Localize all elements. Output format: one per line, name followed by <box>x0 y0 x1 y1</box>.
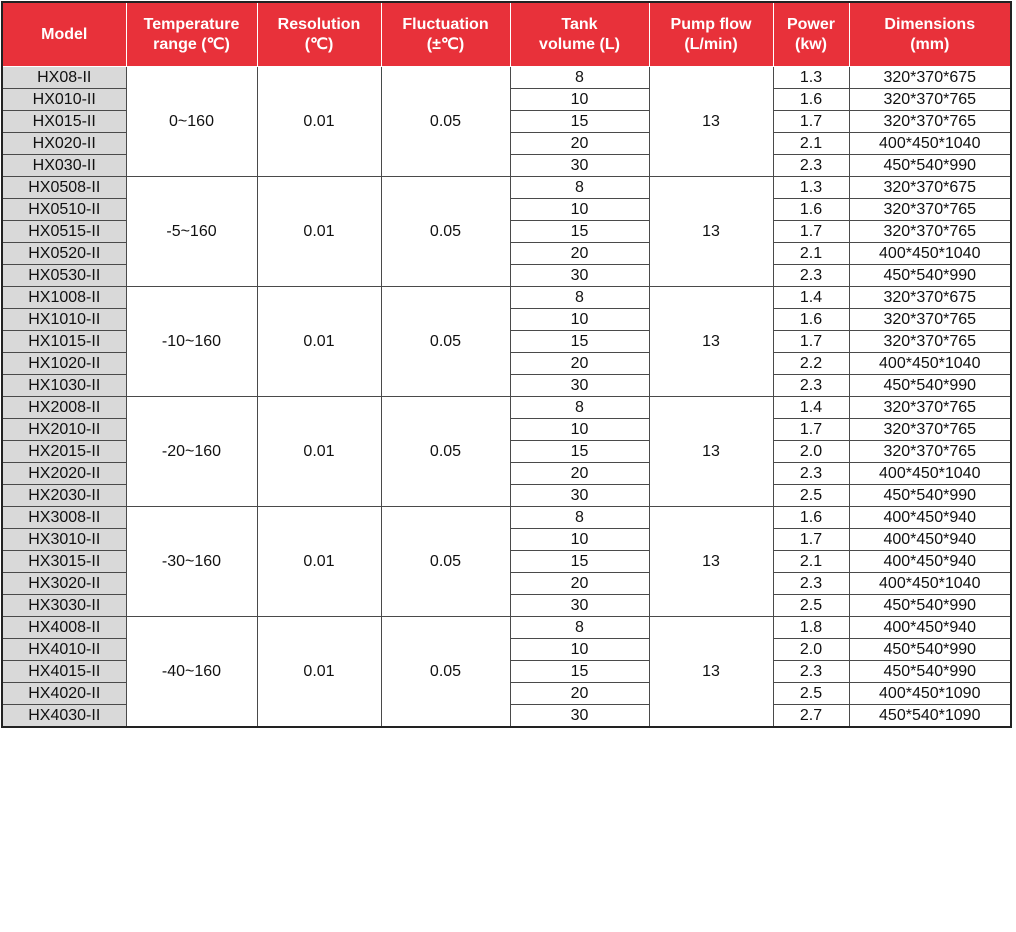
header-power: Power (kw) <box>773 2 849 67</box>
model-cell: HX2010-II <box>2 419 126 441</box>
tank-volume-cell: 10 <box>510 89 649 111</box>
temperature-range-cell: -10~160 <box>126 287 257 397</box>
table-body <box>2 67 1011 728</box>
model-cell: HX1020-II <box>2 353 126 375</box>
tank-volume-cell: 30 <box>510 155 649 177</box>
dimensions-cell: 400*450*1040 <box>849 243 1011 265</box>
header-pump-flow: Pump flow (L/min) <box>649 2 773 67</box>
dimensions-cell: 320*370*765 <box>849 199 1011 221</box>
dimensions-cell: 320*370*765 <box>849 397 1011 419</box>
dimensions-cell: 320*370*765 <box>849 111 1011 133</box>
header-temperature-range: Temperature range (℃) <box>126 2 257 67</box>
dimensions-cell: 450*540*990 <box>849 265 1011 287</box>
power-cell: 1.6 <box>773 89 849 111</box>
model-cell: HX020-II <box>2 133 126 155</box>
header-fluctuation: Fluctuation (±℃) <box>381 2 510 67</box>
tank-volume-cell: 30 <box>510 265 649 287</box>
dimensions-cell: 400*450*940 <box>849 529 1011 551</box>
tank-volume-cell: 10 <box>510 309 649 331</box>
tank-volume-cell: 20 <box>510 243 649 265</box>
power-cell: 1.3 <box>773 177 849 199</box>
model-cell: HX2008-II <box>2 397 126 419</box>
model-cell: HX4008-II <box>2 617 126 639</box>
power-cell: 2.3 <box>773 661 849 683</box>
pump-flow-cell: 13 <box>649 287 773 397</box>
model-cell: HX3030-II <box>2 595 126 617</box>
model-cell: HX3015-II <box>2 551 126 573</box>
dimensions-cell: 450*540*990 <box>849 639 1011 661</box>
model-cell: HX2020-II <box>2 463 126 485</box>
power-cell: 2.1 <box>773 243 849 265</box>
dimensions-cell: 450*540*990 <box>849 595 1011 617</box>
dimensions-cell: 400*450*940 <box>849 507 1011 529</box>
pump-flow-cell: 13 <box>649 67 773 177</box>
model-cell: HX0508-II <box>2 177 126 199</box>
dimensions-cell: 450*540*990 <box>849 375 1011 397</box>
tank-volume-cell: 10 <box>510 199 649 221</box>
tank-volume-cell: 15 <box>510 441 649 463</box>
dimensions-cell: 320*370*765 <box>849 331 1011 353</box>
header-model: Model <box>2 2 126 67</box>
model-cell: HX1015-II <box>2 331 126 353</box>
table-row <box>2 397 1011 419</box>
tank-volume-cell: 30 <box>510 485 649 507</box>
power-cell: 2.5 <box>773 485 849 507</box>
model-cell: HX0515-II <box>2 221 126 243</box>
power-cell: 2.3 <box>773 375 849 397</box>
header-tank-volume: Tank volume (L) <box>510 2 649 67</box>
power-cell: 1.7 <box>773 529 849 551</box>
power-cell: 2.3 <box>773 463 849 485</box>
tank-volume-cell: 8 <box>510 177 649 199</box>
tank-volume-cell: 20 <box>510 353 649 375</box>
power-cell: 1.6 <box>773 507 849 529</box>
tank-volume-cell: 20 <box>510 463 649 485</box>
dimensions-cell: 400*450*1040 <box>849 573 1011 595</box>
power-cell: 2.5 <box>773 595 849 617</box>
pump-flow-cell: 13 <box>649 397 773 507</box>
fluctuation-cell: 0.05 <box>381 287 510 397</box>
tank-volume-cell: 30 <box>510 375 649 397</box>
temperature-range-cell: -20~160 <box>126 397 257 507</box>
model-cell: HX08-II <box>2 67 126 89</box>
header-dimensions: Dimensions (mm) <box>849 2 1011 67</box>
model-cell: HX0530-II <box>2 265 126 287</box>
tank-volume-cell: 8 <box>510 507 649 529</box>
dimensions-cell: 320*370*675 <box>849 177 1011 199</box>
model-cell: HX1008-II <box>2 287 126 309</box>
temperature-range-cell: -40~160 <box>126 617 257 728</box>
header-resolution: Resolution (℃) <box>257 2 381 67</box>
power-cell: 1.7 <box>773 419 849 441</box>
table-row <box>2 507 1011 529</box>
resolution-cell: 0.01 <box>257 177 381 287</box>
power-cell: 1.7 <box>773 221 849 243</box>
spec-table <box>1 1 1012 728</box>
power-cell: 2.7 <box>773 705 849 728</box>
fluctuation-cell: 0.05 <box>381 617 510 728</box>
resolution-cell: 0.01 <box>257 287 381 397</box>
tank-volume-cell: 8 <box>510 397 649 419</box>
fluctuation-cell: 0.05 <box>381 507 510 617</box>
resolution-cell: 0.01 <box>257 67 381 177</box>
power-cell: 1.8 <box>773 617 849 639</box>
resolution-cell: 0.01 <box>257 507 381 617</box>
table-row <box>2 287 1011 309</box>
power-cell: 2.3 <box>773 265 849 287</box>
dimensions-cell: 400*450*940 <box>849 617 1011 639</box>
power-cell: 1.4 <box>773 287 849 309</box>
dimensions-cell: 320*370*765 <box>849 221 1011 243</box>
dimensions-cell: 450*540*1090 <box>849 705 1011 728</box>
fluctuation-cell: 0.05 <box>381 177 510 287</box>
tank-volume-cell: 30 <box>510 705 649 728</box>
tank-volume-cell: 8 <box>510 67 649 89</box>
pump-flow-cell: 13 <box>649 177 773 287</box>
power-cell: 1.3 <box>773 67 849 89</box>
table-row <box>2 617 1011 639</box>
tank-volume-cell: 20 <box>510 683 649 705</box>
model-cell: HX030-II <box>2 155 126 177</box>
model-cell: HX2030-II <box>2 485 126 507</box>
tank-volume-cell: 30 <box>510 595 649 617</box>
dimensions-cell: 400*450*940 <box>849 551 1011 573</box>
dimensions-cell: 400*450*1090 <box>849 683 1011 705</box>
model-cell: HX4015-II <box>2 661 126 683</box>
model-cell: HX3010-II <box>2 529 126 551</box>
power-cell: 2.5 <box>773 683 849 705</box>
pump-flow-cell: 13 <box>649 617 773 728</box>
model-cell: HX0520-II <box>2 243 126 265</box>
tank-volume-cell: 15 <box>510 661 649 683</box>
model-cell: HX2015-II <box>2 441 126 463</box>
fluctuation-cell: 0.05 <box>381 67 510 177</box>
dimensions-cell: 320*370*765 <box>849 89 1011 111</box>
tank-volume-cell: 10 <box>510 419 649 441</box>
power-cell: 1.6 <box>773 309 849 331</box>
dimensions-cell: 450*540*990 <box>849 155 1011 177</box>
dimensions-cell: 320*370*675 <box>849 287 1011 309</box>
model-cell: HX0510-II <box>2 199 126 221</box>
dimensions-cell: 320*370*765 <box>849 419 1011 441</box>
tank-volume-cell: 20 <box>510 573 649 595</box>
dimensions-cell: 320*370*675 <box>849 67 1011 89</box>
model-cell: HX3008-II <box>2 507 126 529</box>
table-row <box>2 67 1011 89</box>
dimensions-cell: 400*450*1040 <box>849 463 1011 485</box>
power-cell: 2.2 <box>773 353 849 375</box>
dimensions-cell: 400*450*1040 <box>849 133 1011 155</box>
model-cell: HX010-II <box>2 89 126 111</box>
dimensions-cell: 450*540*990 <box>849 485 1011 507</box>
power-cell: 1.7 <box>773 331 849 353</box>
tank-volume-cell: 15 <box>510 331 649 353</box>
tank-volume-cell: 15 <box>510 111 649 133</box>
model-cell: HX4010-II <box>2 639 126 661</box>
temperature-range-cell: -30~160 <box>126 507 257 617</box>
model-cell: HX1030-II <box>2 375 126 397</box>
fluctuation-cell: 0.05 <box>381 397 510 507</box>
tank-volume-cell: 15 <box>510 221 649 243</box>
power-cell: 2.1 <box>773 133 849 155</box>
tank-volume-cell: 20 <box>510 133 649 155</box>
pump-flow-cell: 13 <box>649 507 773 617</box>
dimensions-cell: 450*540*990 <box>849 661 1011 683</box>
model-cell: HX1010-II <box>2 309 126 331</box>
header-row <box>2 2 1011 67</box>
power-cell: 1.7 <box>773 111 849 133</box>
temperature-range-cell: -5~160 <box>126 177 257 287</box>
model-cell: HX015-II <box>2 111 126 133</box>
power-cell: 2.3 <box>773 155 849 177</box>
power-cell: 2.1 <box>773 551 849 573</box>
power-cell: 2.0 <box>773 639 849 661</box>
resolution-cell: 0.01 <box>257 397 381 507</box>
model-cell: HX3020-II <box>2 573 126 595</box>
dimensions-cell: 320*370*765 <box>849 309 1011 331</box>
model-cell: HX4020-II <box>2 683 126 705</box>
power-cell: 2.3 <box>773 573 849 595</box>
model-cell: HX4030-II <box>2 705 126 728</box>
tank-volume-cell: 10 <box>510 639 649 661</box>
tank-volume-cell: 15 <box>510 551 649 573</box>
tank-volume-cell: 8 <box>510 617 649 639</box>
tank-volume-cell: 10 <box>510 529 649 551</box>
dimensions-cell: 400*450*1040 <box>849 353 1011 375</box>
power-cell: 2.0 <box>773 441 849 463</box>
temperature-range-cell: 0~160 <box>126 67 257 177</box>
table-row <box>2 177 1011 199</box>
power-cell: 1.6 <box>773 199 849 221</box>
resolution-cell: 0.01 <box>257 617 381 728</box>
dimensions-cell: 320*370*765 <box>849 441 1011 463</box>
tank-volume-cell: 8 <box>510 287 649 309</box>
power-cell: 1.4 <box>773 397 849 419</box>
